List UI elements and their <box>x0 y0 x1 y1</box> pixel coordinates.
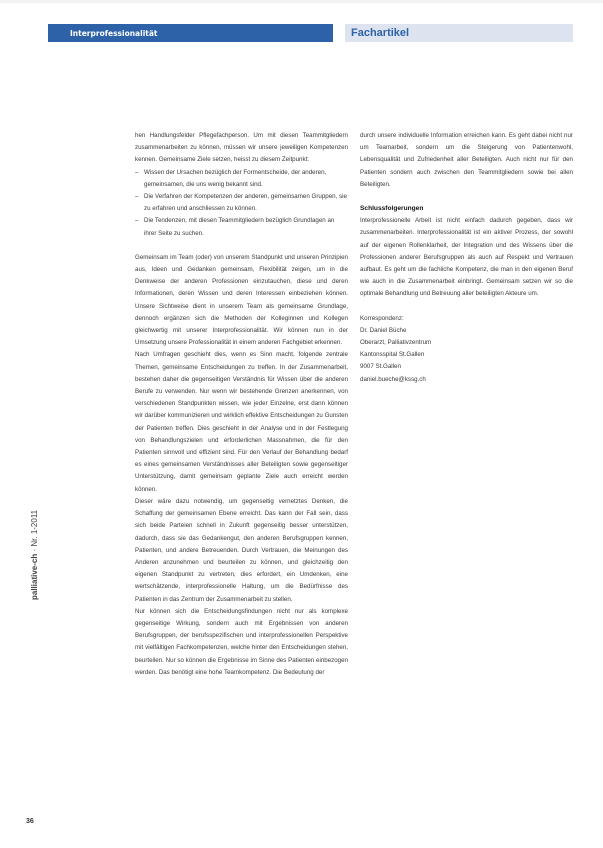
contact-line: Oberarzt, Palliativzentrum <box>360 339 432 347</box>
body-paragraph: durch unsere individuelle Information erreichen kann. Es geht dabei nicht nur um Teamarbeit, sondern um die Steigerung von Patientenwohl, Lebensqualität und Zufriedenheit aller Beteiligten. Auch nicht nur für den Patienten sondern auch zwischen den Teammitgliedern sowie bei allen Beteiligten. <box>360 132 573 188</box>
intro-paragraph: hen Handlungsfelder Pflegefachperson. Um mit diesen Teammitgliedern zusammenarbeiten zu können, müssen wir unsere jeweiligen Kompetenzen kennen. Gemeinsame Ziele setzen, heisst zu diesem Zeitpunkt: <box>135 132 348 164</box>
bullet-list <box>135 167 348 240</box>
right-column <box>360 130 573 386</box>
article-type-bar <box>345 24 573 42</box>
contact-block <box>360 313 573 386</box>
body-paragraph: Nur können sich die Entscheidungsfindungen nicht nur als komplexe gegenseitige Wirkung, sondern auch mit Ergebnissen von anderen Berufsgruppen, der berufsspezifischen und interprofessionellen Perspektive mit vielfältigen Fachkompetenzen, welche hinter den Entscheidungen stehen, beurteilen. Nur so können die Ergebnisse im Sinne des Patienten einbezogen werden. Das benötigt eine hohe Teamkompetenz. Die Bedeutung der <box>135 607 348 676</box>
left-column <box>135 130 348 679</box>
conclusion-paragraph: Interprofessionelle Arbeit ist nicht einfach dadurch gegeben, dass wir zusammenarbeiten. Interprofessionalität ist ein aktiver Prozess, der sowohl auf der eigenen Rollenklarheit, der Integration und des Wissens über die Professionen anderer Berufsgruppen als auch auf Respekt und Vertrauen aufbaut. Es geht um die fachliche Kompetenz, die man in den eigenen Beruf wie auch in die Zusammenarbeit einbringt. Gemeinsam setzen wir so die optimale Behandlung und Betreuung aller beteiligten Akteure um. <box>360 217 573 298</box>
bullet-item: – Die Tendenzen, mit diesen Teammitgliedern bezüglich Grundlagen an ihrer Seite zu suchen. <box>135 215 348 239</box>
contact-line: 9007 St.Gallen <box>360 363 401 371</box>
section-header-bar <box>48 24 333 42</box>
section-label: Interprofessionalität <box>70 28 158 38</box>
article-type-label: Fachartikel <box>351 27 410 39</box>
body-paragraph: Nach Umfragen geschieht dies, wenn es Sinn macht, folgende zentrale Themen, gemeinsame Entscheidungen zu treffen. In der Zusammenarbeit, bestehen daher die gegenseitigen Verständnis für Wissen über die anderen Berufe zu verwenden. Nur wenn wir bestehende Grenzen anerkennen, von verschiedenen Standpunkten wissen, wie jeder Einzelne, erst dann können wir darüber kommunizieren und wirklich effektive Entscheidungen zu Gunsten der Patienten treffen. Dies geschieht in der Analyse und in der Festlegung von Behandlungszielen und erforderlichen Massnahmen, die für den Patienten sinnvoll und effizient sind. Für den Verlauf der Behandlung bedarf es eines gemeinsamen Verständnisses aller Beteiligten sowie gegenseitiger Unterstützung, damit gemeinsam geplante Ziele auch erreicht werden können. <box>135 351 348 493</box>
page-number: 36 <box>26 818 34 825</box>
contact-email: daniel.bueche@kssg.ch <box>360 375 426 383</box>
body-paragraph: Gemeinsam im Team (oder) von unserem Standpunkt und unseren Prinzipien aus, Ideen und Gedanken gemeinsam, Flexibilität zeigen, um in die Denkweise der anderen Professionen einzutauchen, diese und deren Informationen, deren Wissen und deren Interessen einbeziehen können. Unsere Sichtweise dient in unserem Team als gemeinsame Grundlage, dennoch ergänzen sich die Methoden der Kolleginnen und Kollegen gleichwertig mit unserer Interprofessionalität. Wir können nun in der Umsetzung unsere Professionalität in einem anderen Fachgebiet erkennen. <box>135 253 348 347</box>
contact-line: Kantonsspital St.Gallen <box>360 351 425 359</box>
page-top-edge <box>0 0 603 3</box>
journal-sidebar: palliative-ch · Nr. 1-2011 <box>30 509 39 600</box>
contact-line: Korrespondenz: <box>360 314 404 322</box>
journal-name: palliative-ch <box>30 553 39 600</box>
bullet-item: – Wissen der Ursachen bezüglich der Formentscheide, der anderen, gemeinsamen, die uns wenig bekannt sind. <box>135 167 348 191</box>
conclusion-heading: Schlussfolgerungen <box>360 205 424 213</box>
journal-issue: Nr. 1-2011 <box>30 509 39 547</box>
body-paragraph: Dieser wäre dazu notwendig, um gegenseitig vernetztes Denken, die Schaffung der gemeinsamen Ebene erreicht. Das kann der Fall sein, dass sich beide Parteien schnell in Zukunft gegenseitig besser unterstützen, dadurch, dass sie das Gedankengut, den anderen Berufsgruppen kennen, Patienten, und andere Betreuenden. Durch Vertrauen, die Meinungen des Anderen anzunehmen und beurteilen zu können, und gleichzeitig den eigenen Standpunkt zu vertreten, dies erfordert, ein Umdenken, eine wertschätzende, interprofessionelle Haltung, um die Bedürfnisse des Patienten in das Zentrum der Zusammenarbeit zu stellen. <box>135 497 348 603</box>
bullet-item: – Die Verfahren der Kompetenzen der anderen, gemeinsamen Gruppen, sie zu erfahren und anschliessen zu können. <box>135 191 348 215</box>
contact-line: Dr. Daniel Büche <box>360 326 407 334</box>
